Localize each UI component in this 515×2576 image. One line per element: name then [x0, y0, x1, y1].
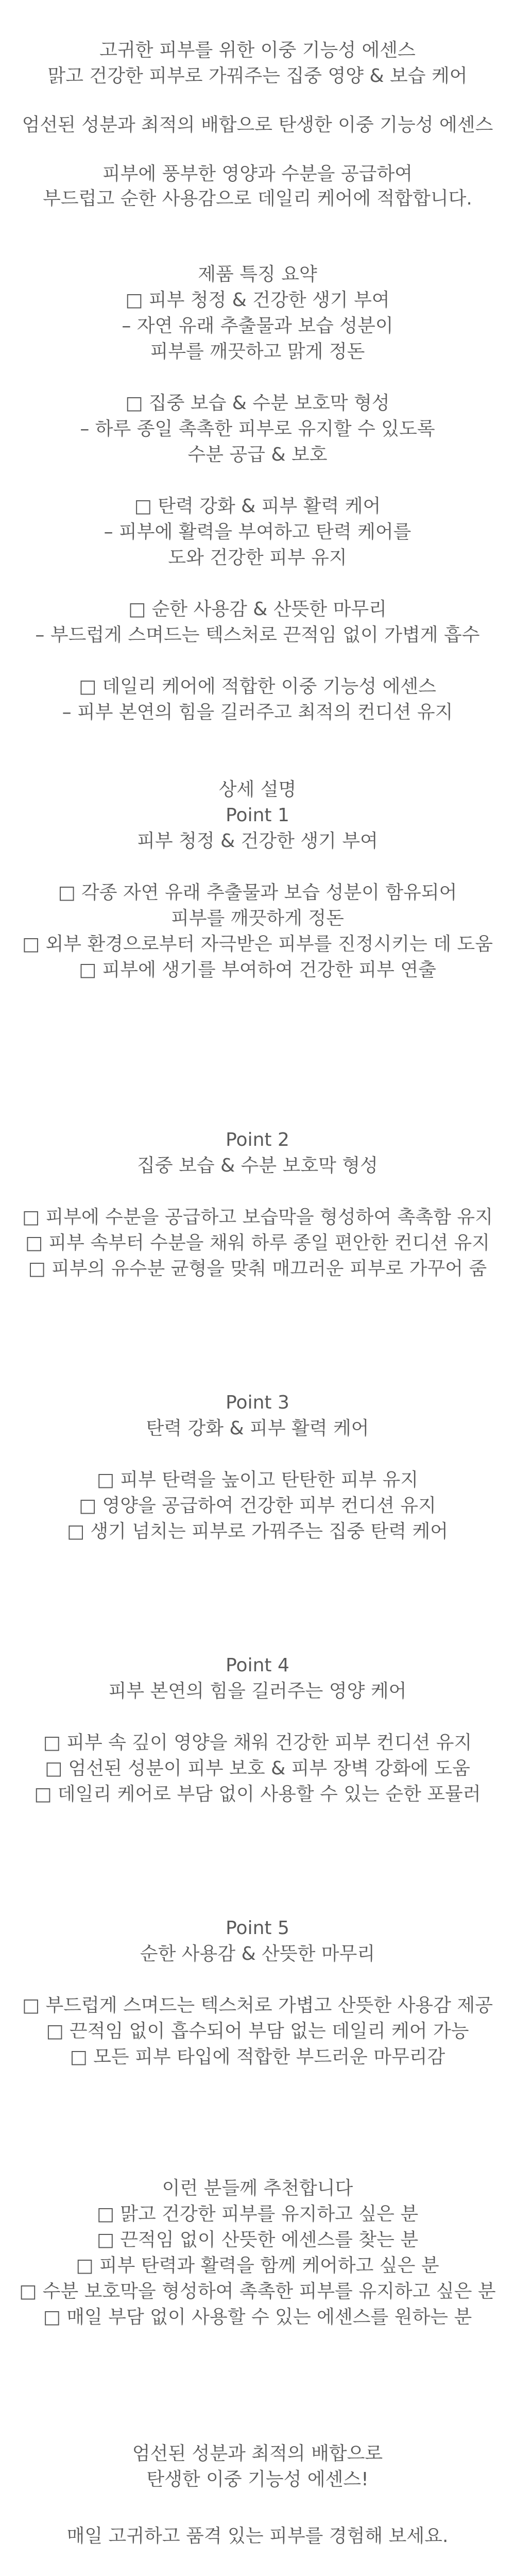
intro-line: 부드럽고 순한 사용감으로 데일리 케어에 적합합니다. — [43, 188, 472, 209]
closing-line: 매일 고귀하고 품격 있는 피부를 경험해 보세요. — [66, 2526, 449, 2547]
closing-line: 탄생한 이중 기능성 에센스! — [146, 2469, 369, 2490]
detail-points-1-lines-line: □ 피부의 유수분 균형을 맞춰 매끄러운 피부로 가꾸어 줌 — [28, 1258, 487, 1279]
summary-blocks-2-line: 도와 건강한 피부 유지 — [168, 547, 347, 568]
detail-points-4-lines-line: □ 끈적임 없이 흡수되어 부담 없는 데일리 케어 가능 — [46, 2021, 469, 2042]
summary-blocks-2-line: □ 탄력 강화 & 피부 활력 케어 — [134, 496, 381, 517]
detail-points-2-title-line: 탄력 강화 & 피부 활력 케어 — [146, 1418, 369, 1439]
detail-points-4-label-line: Point 5 — [226, 1918, 289, 1939]
summary-blocks-4-line: □ 데일리 케어에 적합한 이중 기능성 에센스 — [79, 676, 436, 697]
detail-points-1-lines-line: □ 피부에 수분을 공급하고 보습막을 형성하여 촉촉함 유지 — [22, 1207, 493, 1228]
detail-points-0-lines-line: □ 외부 환경으로부터 자극받은 피부를 진정시키는 데 도움 — [22, 934, 493, 955]
closing-line: 엄선된 성분과 최적의 배합으로 — [132, 2443, 383, 2464]
recommend-lines-line: □ 매일 부담 없이 사용할 수 있는 에센스를 원하는 분 — [43, 2307, 472, 2328]
detail-points-0-lines-line: □ 각종 자연 유래 추출물과 보습 성분이 함유되어 — [58, 882, 457, 903]
detail-points-2-lines-line: □ 피부 탄력을 높이고 탄탄한 피부 유지 — [96, 1469, 419, 1490]
detail-points-0-label-line: Point 1 — [226, 805, 289, 826]
summary-title-line: 제품 특징 요약 — [198, 264, 317, 285]
summary-blocks-2-line: – 피부에 활력을 부여하고 탄력 케어를 — [104, 521, 411, 543]
detail-points-3-lines-line: □ 데일리 케어로 부담 없이 사용할 수 있는 순한 포뮬러 — [34, 1784, 481, 1805]
detail-points-2-label-line: Point 3 — [226, 1392, 289, 1413]
recommend-title-line: 이런 분들께 추천합니다 — [162, 2178, 353, 2199]
detail-points-0-lines-line: 피부를 깨끗하게 정돈 — [171, 908, 344, 929]
recommend-lines-line: □ 끈적임 없이 산뜻한 에센스를 찾는 분 — [96, 2229, 419, 2250]
detail-title-line: 상세 설명 — [218, 779, 297, 800]
summary-blocks-1-line: – 하루 종일 촉촉한 피부로 유지할 수 있도록 — [80, 418, 435, 439]
detail-points-1-title-line: 집중 보습 & 수분 보호막 형성 — [137, 1155, 378, 1176]
detail-points-2-lines-line: □ 영양을 공급하여 건강한 피부 컨디션 유지 — [79, 1495, 436, 1516]
intro-line: 맑고 건강한 피부로 가꿔주는 집중 영양 & 보습 케어 — [47, 65, 468, 87]
recommend-lines-line: □ 수분 보호막을 형성하여 촉촉한 피부를 유지하고 싶은 분 — [19, 2281, 496, 2302]
detail-points-0-title-line: 피부 청정 & 건강한 생기 부여 — [137, 831, 378, 852]
intro-line: 고귀한 피부를 위한 이중 기능성 에센스 — [99, 40, 416, 61]
recommend-lines-line: □ 피부 탄력과 활력을 함께 케어하고 싶은 분 — [76, 2255, 439, 2276]
detail-points-3-title-line: 피부 본연의 힘을 길러주는 영양 케어 — [108, 1681, 407, 1702]
detail-points-2-lines-line: □ 생기 넘치는 피부로 가꿔주는 집중 탄력 케어 — [66, 1521, 449, 1542]
detail-points-4-lines-line: □ 부드럽게 스며드는 텍스처로 가볍고 산뜻한 사용감 제공 — [22, 1995, 493, 2016]
recommend-lines-line: □ 맑고 건강한 피부를 유지하고 싶은 분 — [96, 2204, 419, 2225]
intro-line: 피부에 풍부한 영양과 수분을 공급하여 — [102, 163, 413, 184]
summary-blocks-3-line: □ 순한 사용감 & 산뜻한 마무리 — [128, 599, 387, 620]
detail-points-4-lines-line: □ 모든 피부 타입에 적합한 부드러운 마무리감 — [70, 2046, 445, 2067]
detail-points-3-label-line: Point 4 — [226, 1655, 289, 1676]
summary-blocks-4-line: – 피부 본연의 힘을 길러주고 최적의 컨디션 유지 — [62, 702, 453, 723]
summary-blocks-1-line: 수분 공급 & 보호 — [187, 444, 328, 465]
detail-points-3-lines-line: □ 피부 속 깊이 영양을 채워 건강한 피부 컨디션 유지 — [43, 1732, 472, 1753]
summary-blocks-3-line: – 부드럽게 스며드는 텍스처로 끈적임 없이 가볍게 흡수 — [35, 624, 480, 646]
summary-blocks-0-line: – 자연 유래 추출물과 보습 성분이 — [122, 315, 393, 336]
detail-points-3-lines-line: □ 엄선된 성분이 피부 보호 & 피부 장벽 강화에 도움 — [45, 1758, 470, 1779]
summary-blocks-0-line: 피부를 깨끗하고 맑게 정돈 — [150, 341, 365, 362]
detail-points-0-lines-line: □ 피부에 생기를 부여하여 건강한 피부 연출 — [79, 959, 436, 980]
intro-line: 엄선된 성분과 최적의 배합으로 탄생한 이중 기능성 에센스 — [22, 114, 493, 135]
summary-blocks-1-line: □ 집중 보습 & 수분 보호막 형성 — [125, 393, 390, 414]
detail-points-1-label-line: Point 2 — [226, 1129, 289, 1150]
summary-blocks-0-line: □ 피부 청정 & 건강한 생기 부여 — [125, 290, 390, 311]
detail-points-4-title-line: 순한 사용감 & 산뜻한 마무리 — [140, 1943, 375, 1964]
detail-points-1-lines-line: □ 피부 속부터 수분을 채워 하루 종일 편안한 컨디션 유지 — [25, 1232, 490, 1253]
